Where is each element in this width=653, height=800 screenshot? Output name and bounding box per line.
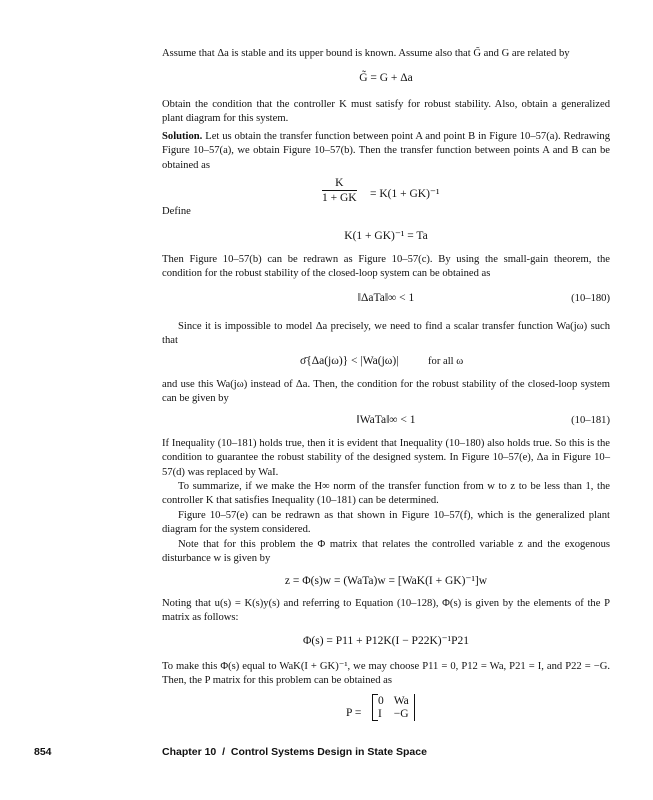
paragraph-assume: Assume that Δa is stable and its upper bound is known. Assume also that G̃ and G are related by bbox=[162, 48, 570, 59]
equation-phi: Φ(s) = P11 + P12K(I − P22K)⁻¹P21 bbox=[302, 635, 470, 647]
define-label: Define bbox=[162, 206, 191, 217]
equation-gtilde: G̃ = G + Δa bbox=[359, 72, 413, 84]
paragraph-figure: Figure 10–57(e) can be redrawn as that shown in Figure 10–57(f), which is the generalized plant diagram for the system considered. bbox=[162, 510, 610, 536]
equation-10-180: ‖ΔaTa‖∞ < 1 bbox=[357, 292, 415, 304]
p-matrix-cell: Wa bbox=[393, 695, 409, 707]
p-matrix bbox=[372, 694, 415, 721]
equation-define: K(1 + GK)⁻¹ = Ta bbox=[344, 230, 428, 242]
chapter-footer: Chapter 10 / Control Systems Design in State Space bbox=[162, 746, 427, 758]
paragraph-noting: Noting that u(s) = K(s)y(s) and referring to Equation (10–128), Φ(s) is given by the elements of the P matrix as follows: bbox=[162, 598, 610, 624]
solution-label: Solution. bbox=[162, 131, 203, 142]
equation-sigma: σ̄{Δa(jω)} < |Wa(jω)| bbox=[300, 355, 399, 367]
p-matrix-cell: I bbox=[378, 708, 382, 720]
equation-number-10-181: (10–181) bbox=[571, 415, 610, 426]
paragraph-solution bbox=[162, 130, 610, 173]
matrix-lhs: P = bbox=[346, 707, 362, 719]
fraction-denominator: 1 + GK bbox=[322, 192, 357, 204]
paragraph-then: Then Figure 10–57(b) can be redrawn as Figure 10–57(c). By using the small-gain theorem, the condition for the robust stability of the closed-loop system can be obtained as bbox=[162, 254, 610, 280]
paragraph-note: Note that for this problem the Φ matrix that relates the controlled variable z and the exogenous disturbance w is given by bbox=[162, 539, 610, 565]
equation-z: z = Φ(s)w = (WaTa)w = [WaK(I + GK)⁻¹]w bbox=[284, 575, 488, 587]
equation-10-181: ‖WaTa‖∞ < 1 bbox=[356, 414, 416, 426]
paragraph-since: Since it is impossible to model Δa precisely, we need to find a scalar transfer function Wa(jω) such that bbox=[162, 321, 610, 347]
p-matrix-body bbox=[372, 694, 415, 721]
equation-number-10-180: (10–180) bbox=[571, 293, 610, 304]
paragraph-make: To make this Φ(s) equal to WaK(I + GK)⁻¹, we may choose P11 = 0, P12 = Wa, P21 = I, and P22 = −G. Then, the P matrix for this problem can be obtained as bbox=[162, 661, 610, 687]
p-matrix-cell: −G bbox=[393, 708, 409, 720]
p-matrix-cell: 0 bbox=[378, 695, 384, 707]
equation-sigma-condition: for all ω bbox=[428, 356, 464, 367]
fraction-rhs: = K(1 + GK)⁻¹ bbox=[370, 188, 440, 200]
fraction-numerator: K bbox=[322, 177, 357, 191]
fraction-k-over-1-plus-gk bbox=[322, 177, 357, 204]
paragraph-obtain: Obtain the condition that the controller K must satisfy for robust stability. Also, obtain a generalized plant diagram for this system. bbox=[162, 99, 610, 125]
solution-text: Let us obtain the transfer function between point A and point B in Figure 10–57(a). Redrawing Figure 10–57(a), we obtain Figure 10–57(b). Then the transfer function between points A and B can be obtained as bbox=[162, 131, 610, 171]
paragraph-and-use: and use this Wa(jω) instead of Δa. Then, the condition for the robust stability of the closed-loop system can be given by bbox=[162, 379, 610, 405]
page-number: 854 bbox=[34, 746, 52, 758]
paragraph-if: If Inequality (10–181) holds true, then it is evident that Inequality (10–180) also holds true. So this is the condition to guarantee the robust stability of the designed system. In Figure 10–57(e), Δa in Figure 10–57(d) was replaced by WaI. bbox=[162, 438, 610, 478]
paragraph-summarize: To summarize, if we make the H∞ norm of the transfer function from w to z to be less than 1, the controller K that satisfies Inequality (10–181) can be determined. bbox=[162, 481, 610, 507]
